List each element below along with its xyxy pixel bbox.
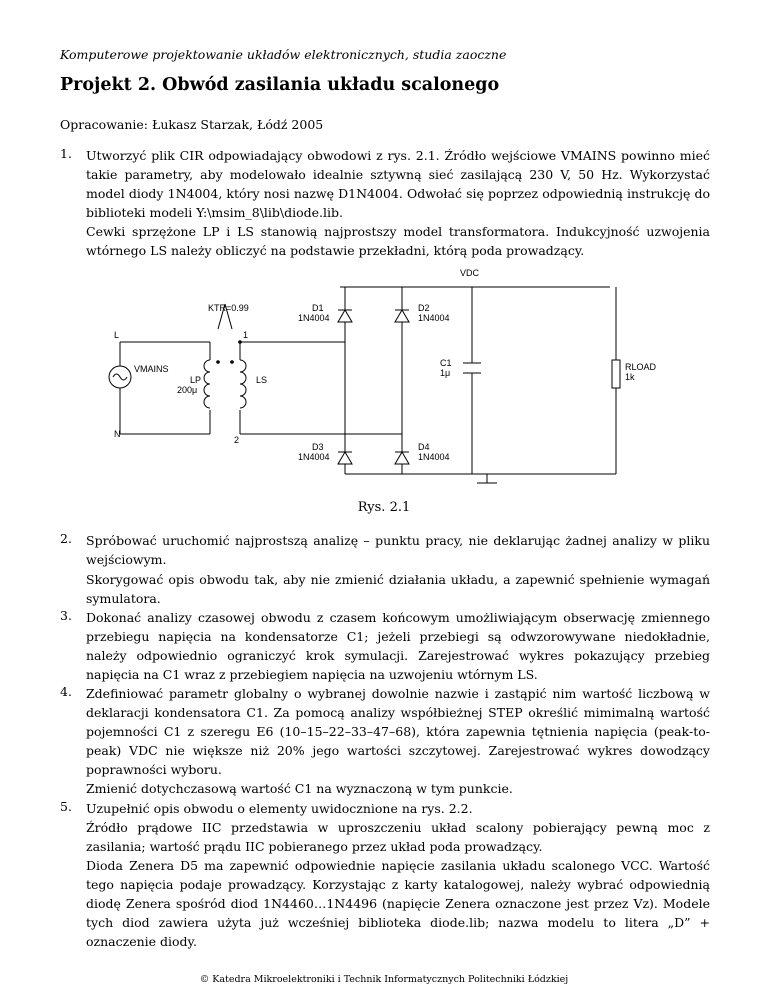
label-node-l: L	[114, 330, 120, 340]
label-d2-model: 1N4004	[418, 313, 450, 323]
label-ls: LS	[256, 375, 268, 385]
label-node-2: 2	[234, 435, 240, 445]
circuit-svg	[100, 262, 660, 497]
item-paragraph: Zdefiniować parametr globalny o wybranej dowolnie nazwie i zastąpić nim wartość liczbową w deklaracji kondensatora C1. Za pomocą analizy współbieżnej STEP określić mimimalną wartość pojemności C1 z szeregu E6 (10–15–22–33–47–68), która zapewnia tętnienia napięcia (peak-to-peak) VDC nie większe niż 20% jego wartości szczytowej. Zarejestrować wykres dowodzący poprawności wyboru.	[86, 686, 710, 777]
label-d1-model: 1N4004	[298, 313, 330, 323]
label-lp: LP	[190, 375, 202, 385]
item-paragraph: Spróbować uruchomić najprostszą analizę – punktu pracy, nie deklarując żadnej analizy w pliku wejściowym.	[86, 533, 710, 567]
label-rload-value: 1k	[625, 372, 635, 382]
page-footer: © Katedra Mikroelektroniki i Technik Informatycznych Politechniki Łódzkiej	[199, 974, 569, 985]
label-node-1: 1	[243, 330, 249, 340]
label-d4-model: 1N4004	[418, 452, 450, 462]
label-lp-value: 200μ	[177, 385, 198, 395]
label-node-n: N	[114, 429, 121, 439]
label-d3: D3	[312, 442, 324, 452]
figure-caption: Rys. 2.1	[357, 500, 411, 515]
item-paragraph: Dokonać analizy czasowej obwodu z czasem końcowym umożliwiającym obserwację zmiennego przebiegu napięcia na kondensatorze C1; jeżeli przebiegi są odwzorowywane niedokładnie, należy odpowiednio ograniczyć krok symulacji. Zarejestrować wykres pokazujący przebieg napięcia na C1 wraz z przebiegiem napięcia na uzwojeniu wtórnym LS.	[86, 610, 710, 682]
item-paragraph: Źródło prądowe IIC przedstawia w uproszczeniu układ scalony pobierający pewną moc z zasilania; wartość prądu IIC pobieranego przez układ poda prowadzący.	[86, 820, 710, 854]
page-title: Projekt 2. Obwód zasilania układu scalonego	[60, 75, 500, 95]
item-paragraph: Dioda Zenera D5 ma zapewnić odpowiednie napięcie zasilania układu scalonego VCC. Wartość tego napięcia podaje prowadzący. Korzystając z karty katalogowej, należy wybrać odpowiednią diodę Zenera spośród diod 1N4460…1N4496 (napięcie Zenera oznaczone jest przez Vz). Modele tych diod zawiera użyta już wcześniej biblioteka diode.lib; nazwa modelu to litera „D” + oznaczenie diody.	[86, 858, 710, 949]
label-d1: D1	[312, 303, 324, 313]
item-number: 5.	[60, 799, 72, 814]
item-paragraph: Cewki sprzężone LP i LS stanowią najprostszy model transformatora. Indukcyjność uzwojenia wtórnego LS należy obliczyć na podstawie przekładni, którą poda prowadzący.	[86, 224, 710, 258]
item-paragraph: Skorygować opis obwodu tak, aby nie zmienić działania układu, a zapewnić spełnienie wymagań symulatora.	[86, 572, 710, 606]
label-c1: C1	[440, 358, 452, 368]
author-line: Opracowanie: Łukasz Starzak, Łódź 2005	[60, 117, 324, 132]
item-number: 3.	[60, 608, 72, 623]
label-c1-value: 1μ	[440, 368, 451, 378]
item-paragraph: Zmienić dotychczasową wartość C1 na wyznaczoną w tym punkcie.	[86, 781, 513, 796]
item-number: 1.	[60, 146, 72, 161]
item-paragraph: Uzupełnić opis obwodu o elementy uwidocznione na rys. 2.2.	[86, 801, 473, 816]
label-ktr: KTR=0.99	[208, 303, 249, 313]
label-vdc: VDC	[460, 268, 480, 278]
item-number: 2.	[60, 531, 72, 546]
label-d2: D2	[418, 303, 430, 313]
item-number: 4.	[60, 684, 72, 699]
label-vmains: VMAINS	[134, 364, 169, 374]
label-d4: D4	[418, 442, 430, 452]
page-subtitle: Komputerowe projektowanie układów elektronicznych, studia zaoczne	[60, 47, 507, 62]
circuit-schematic	[100, 262, 660, 497]
label-d3-model: 1N4004	[298, 452, 330, 462]
label-rload: RLOAD	[625, 362, 657, 372]
item-paragraph: Utworzyć plik CIR odpowiadający obwodowi z rys. 2.1. Źródło wejściowe VMAINS powinno mieć takie parametry, aby modelowało idealnie sztywną sieć zasilającą 230 V, 50 Hz. Wykorzystać model diody 1N4004, który nosi nazwę D1N4004. Odwołać się poprzez odpowiednią instrukcję do biblioteki modeli Y:\msim_8\lib\diode.lib.	[86, 148, 710, 220]
